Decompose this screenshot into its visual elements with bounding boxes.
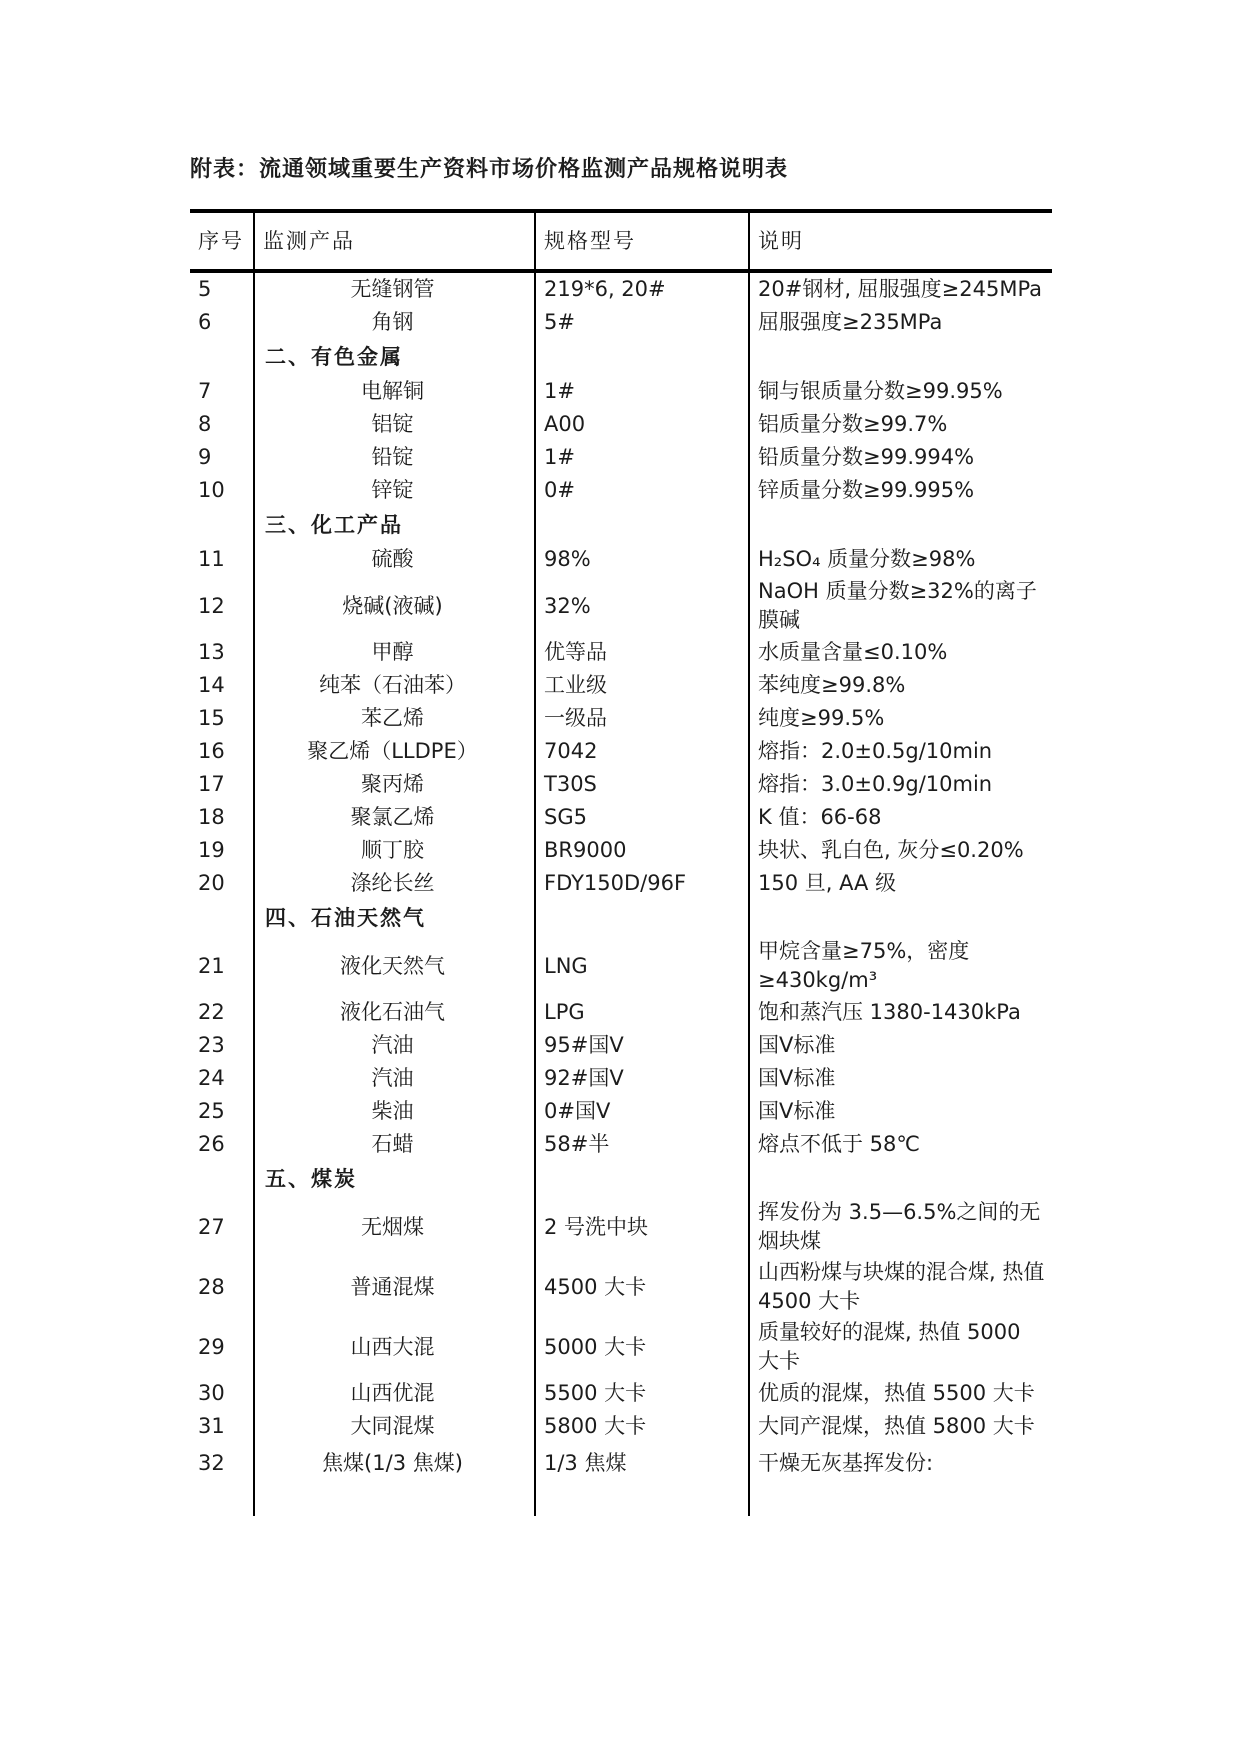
table-row [190,408,1052,441]
cell-spec: 1/3 焦煤 [535,1443,749,1516]
cell-desc: 国Ⅴ标准 [749,1062,1052,1095]
cell-no: 12 [198,593,225,618]
cell-product: 山西大混 [254,1317,535,1377]
column-header-spec: 规格型号 [535,211,749,271]
cell-desc: 熔指：3.0±0.9g/10min [749,768,1052,801]
cell-no: 19 [198,838,225,862]
cell-product: 焦煤(1/3 焦煤) [254,1443,535,1516]
cell-spec: 32% [535,576,749,636]
cell-desc: 熔指：2.0±0.5g/10min [749,735,1052,768]
cell-desc: 苯纯度≥99.8% [749,669,1052,702]
cell-spec: 0# [535,474,749,507]
table-row [190,1029,1052,1062]
cell-no: 8 [198,412,212,436]
cell-no: 31 [198,1414,225,1438]
cell-no: 17 [198,772,225,796]
cell-product: 四、石油天然气 [254,900,535,936]
table-row [190,306,1052,339]
cell-product: 三、化工产品 [254,507,535,543]
cell-no: 23 [198,1033,225,1057]
cell-no [190,507,254,543]
cell-desc: 大同产混煤，热值 5800 大卡 [749,1410,1052,1443]
cell-desc: 铅质量分数≥99.994% [749,441,1052,474]
cell-spec: 1# [535,441,749,474]
table-row [190,474,1052,507]
page-title: 附表：流通领域重要生产资料市场价格监测产品规格说明表 [190,157,789,182]
cell-desc: 甲烷含量≥75%，密度≥430kg/m³ [749,936,1052,996]
table-row [190,576,1052,636]
table-row [190,1317,1052,1377]
cell-no: 6 [198,310,212,334]
cell-product: 顺丁胶 [254,834,535,867]
cell-product: 聚乙烯（LLDPE） [254,735,535,768]
cell-product: 汽油 [254,1029,535,1062]
cell-spec [535,507,749,543]
cell-product: 角钢 [254,306,535,339]
cell-product: 汽油 [254,1062,535,1095]
cell-desc: 块状、乳白色, 灰分≤0.20% [749,834,1052,867]
cell-product: 铝锭 [254,408,535,441]
cell-no: 32 [198,1451,225,1475]
cell-spec: 5000 大卡 [535,1317,749,1377]
table-row [190,669,1052,702]
cell-spec: 1# [535,375,749,408]
cell-spec: FDY150D/96F [535,867,749,900]
cell-desc: 国Ⅴ标准 [749,1095,1052,1128]
cell-product: 普通混煤 [254,1257,535,1317]
section-row [190,1161,1052,1197]
cell-desc: 国Ⅴ标准 [749,1029,1052,1062]
table-row [190,636,1052,669]
cell-no: 28 [198,1274,225,1299]
cell-desc: 锌质量分数≥99.995% [749,474,1052,507]
cell-no: 10 [198,478,225,502]
cell-spec [535,339,749,375]
table-row [190,271,1052,306]
cell-desc: 铝质量分数≥99.7% [749,408,1052,441]
cell-desc [749,900,1052,936]
section-row [190,339,1052,375]
table-row [190,543,1052,576]
cell-no: 30 [198,1381,225,1405]
cell-product: 液化石油气 [254,996,535,1029]
cell-desc: 山西粉煤与块煤的混合煤, 热值 4500 大卡 [749,1257,1052,1317]
cell-product: 五、煤炭 [254,1161,535,1197]
cell-desc: 熔点不低于 58℃ [749,1128,1052,1161]
cell-product: 硫酸 [254,543,535,576]
cell-product: 铅锭 [254,441,535,474]
table-row [190,867,1052,900]
cell-no [190,339,254,375]
cell-no: 14 [198,673,225,697]
cell-no [190,900,254,936]
table-row [190,375,1052,408]
cell-spec: 5# [535,306,749,339]
table-row [190,1377,1052,1410]
cell-spec: 0#国Ⅴ [535,1095,749,1128]
table-row [190,801,1052,834]
cell-no: 27 [198,1214,225,1239]
cell-no: 20 [198,871,225,895]
cell-product: 二、有色金属 [254,339,535,375]
cell-desc: K 值：66-68 [749,801,1052,834]
column-header-no: 序号 [190,211,254,271]
spec-table [190,209,1052,1516]
column-header-product: 监测产品 [254,211,535,271]
cell-product: 聚丙烯 [254,768,535,801]
cell-product: 无缝钢管 [254,271,535,306]
cell-spec: 58#半 [535,1128,749,1161]
cell-no: 29 [198,1334,225,1359]
table-row [190,1257,1052,1317]
cell-desc: H₂SO₄ 质量分数≥98% [749,543,1052,576]
table-row [190,1128,1052,1161]
table-row [190,834,1052,867]
cell-spec: 219*6, 20# [535,271,749,306]
cell-desc: 150 旦, AA 级 [749,867,1052,900]
cell-no [190,1161,254,1197]
cell-no: 7 [198,379,212,403]
cell-spec: A00 [535,408,749,441]
cell-desc: 20#钢材, 屈服强度≥245MPa [749,271,1052,306]
cell-spec: LPG [535,996,749,1029]
cell-spec: SG5 [535,801,749,834]
cell-product: 聚氯乙烯 [254,801,535,834]
section-row [190,507,1052,543]
table-row [190,936,1052,996]
cell-spec: 5500 大卡 [535,1377,749,1410]
cell-no: 11 [198,547,225,571]
cell-spec: 95#国Ⅴ [535,1029,749,1062]
table-row [190,1443,1052,1516]
cell-product: 液化天然气 [254,936,535,996]
cell-desc [749,507,1052,543]
cell-product: 锌锭 [254,474,535,507]
column-header-desc: 说明 [749,211,1052,271]
cell-no: 24 [198,1066,225,1090]
cell-desc: 铜与银质量分数≥99.95% [749,375,1052,408]
cell-product: 涤纶长丝 [254,867,535,900]
table-row [190,735,1052,768]
section-row [190,900,1052,936]
table-row [190,1095,1052,1128]
cell-spec: 一级品 [535,702,749,735]
cell-no: 13 [198,640,225,664]
cell-desc: 屈服强度≥235MPa [749,306,1052,339]
cell-desc: 干燥无灰基挥发份: [749,1443,1052,1516]
table-row [190,702,1052,735]
cell-no: 26 [198,1132,225,1156]
cell-desc: 纯度≥99.5% [749,702,1052,735]
cell-product: 烧碱(液碱) [254,576,535,636]
cell-product: 柴油 [254,1095,535,1128]
cell-desc: 饱和蒸汽压 1380-1430kPa [749,996,1052,1029]
cell-spec: LNG [535,936,749,996]
cell-no: 18 [198,805,225,829]
table-row [190,1197,1052,1257]
cell-spec: 92#国Ⅴ [535,1062,749,1095]
cell-spec: 4500 大卡 [535,1257,749,1317]
table-row [190,768,1052,801]
cell-product: 纯苯（石油苯） [254,669,535,702]
table-row [190,1062,1052,1095]
cell-spec [535,900,749,936]
cell-product: 电解铜 [254,375,535,408]
cell-desc: 水质量含量≤0.10% [749,636,1052,669]
table-row [190,996,1052,1029]
cell-spec [535,1161,749,1197]
cell-spec: 2 号洗中块 [535,1197,749,1257]
cell-no: 5 [198,277,212,301]
cell-product: 山西优混 [254,1377,535,1410]
cell-no: 25 [198,1099,225,1123]
cell-product: 无烟煤 [254,1197,535,1257]
cell-product: 苯乙烯 [254,702,535,735]
cell-desc [749,339,1052,375]
table-row [190,1410,1052,1443]
cell-spec: 7042 [535,735,749,768]
cell-desc: NaOH 质量分数≥32%的离子膜碱 [749,576,1052,636]
cell-product: 甲醇 [254,636,535,669]
cell-spec: BR9000 [535,834,749,867]
cell-product: 石蜡 [254,1128,535,1161]
cell-no: 21 [198,953,225,978]
table-body [190,271,1052,1516]
cell-desc: 优质的混煤，热值 5500 大卡 [749,1377,1052,1410]
cell-spec: T30S [535,768,749,801]
table-header-row [190,211,1052,271]
cell-no: 22 [198,1000,225,1024]
cell-desc [749,1161,1052,1197]
cell-product: 大同混煤 [254,1410,535,1443]
cell-desc: 质量较好的混煤, 热值 5000 大卡 [749,1317,1052,1377]
cell-no: 15 [198,706,225,730]
cell-spec: 5800 大卡 [535,1410,749,1443]
cell-desc: 挥发份为 3.5—6.5%之间的无烟块煤 [749,1197,1052,1257]
cell-spec: 98% [535,543,749,576]
cell-no: 16 [198,739,225,763]
cell-spec: 工业级 [535,669,749,702]
cell-spec: 优等品 [535,636,749,669]
table-row [190,441,1052,474]
cell-no: 9 [198,445,212,469]
